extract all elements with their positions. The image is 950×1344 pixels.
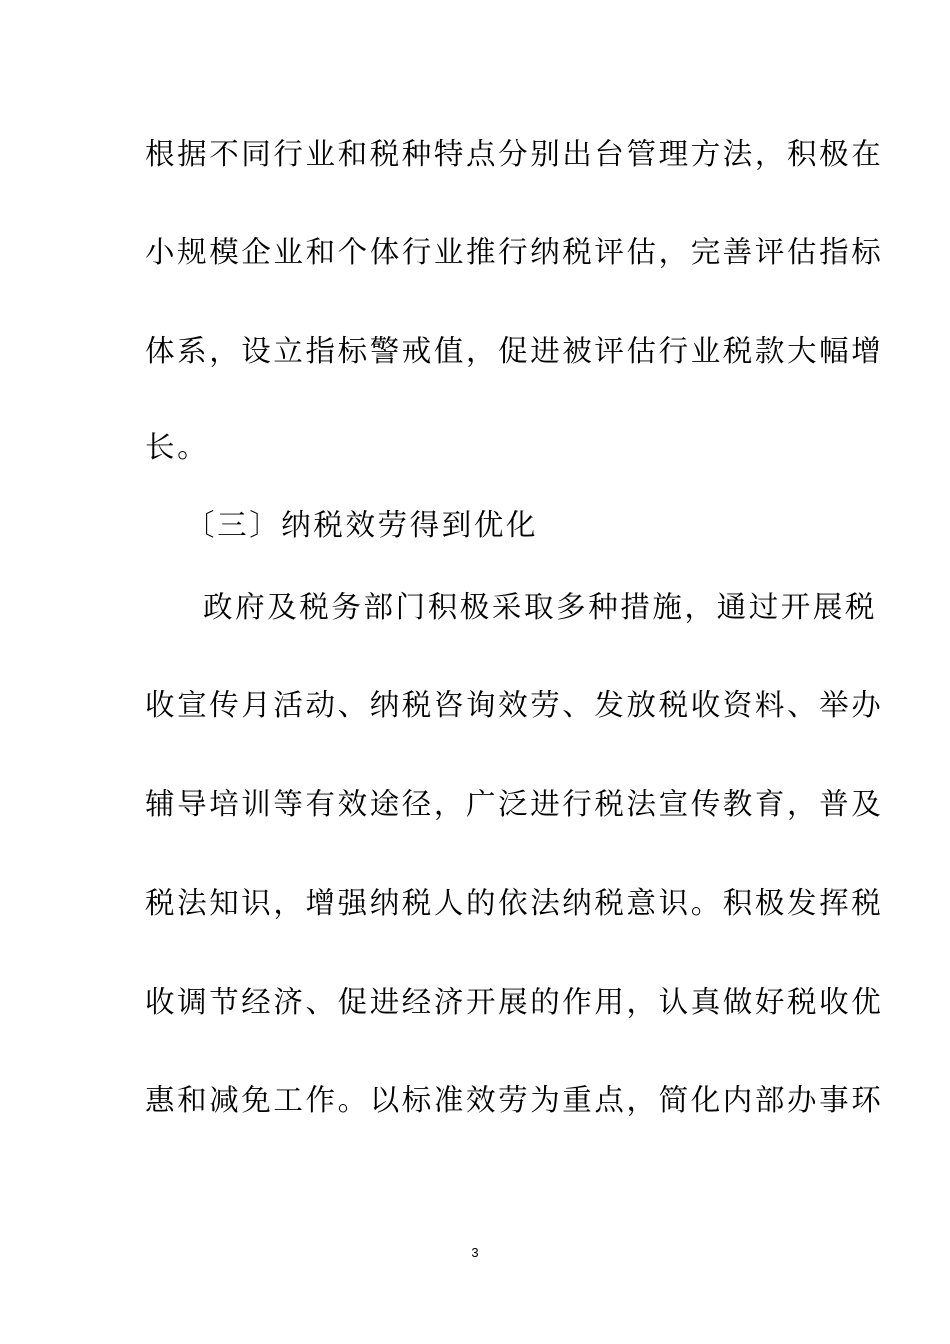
- paragraph-line: 长。: [145, 430, 210, 464]
- paragraph-line: 体系，设立指标警戒值，促进被评估行业税款大幅增: [145, 334, 884, 368]
- paragraph-line: 惠和减免工作。以标准效劳为重点，简化内部办事环: [145, 1083, 884, 1117]
- paragraph-line: 政府及税务部门积极采取多种措施，通过开展税: [203, 590, 878, 624]
- paragraph-line: 根据不同行业和税种特点分别出台管理方法，积极在: [145, 137, 884, 171]
- page-number: 3: [471, 1245, 479, 1260]
- paragraph-line: 收调节经济、促进经济开展的作用，认真做好税收优: [145, 985, 884, 1019]
- paragraph-line: 小规模企业和个体行业推行纳税评估，完善评估指标: [145, 235, 884, 269]
- paragraph-line: 收宣传月活动、纳税咨询效劳、发放税收资料、举办: [145, 688, 884, 722]
- section-heading: 〔三〕纳税效劳得到优化: [185, 508, 539, 542]
- paragraph-line: 税法知识，增强纳税人的依法纳税意识。积极发挥税: [145, 886, 884, 920]
- paragraph-line: 辅导培训等有效途径，广泛进行税法宣传教育，普及: [145, 787, 884, 821]
